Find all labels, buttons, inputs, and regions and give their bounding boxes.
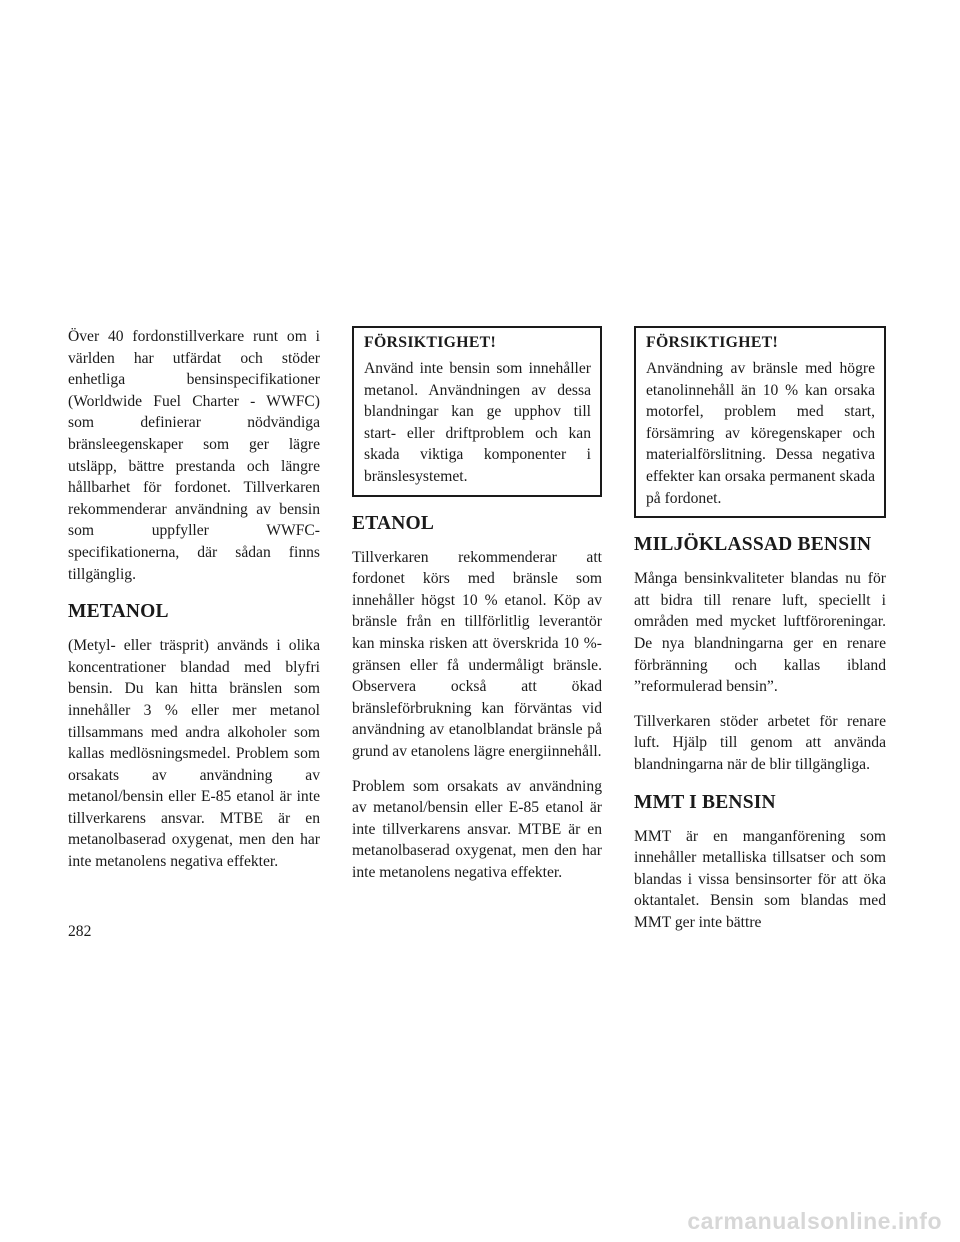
caution-box-etanol <box>634 326 886 518</box>
column-3 <box>634 326 886 946</box>
caution-text: Använd inte bensin som innehåller metanol. Användningen av dessa blandningar kan ge upphov till start- eller driftproblem och kan skada viktiga komponenter i bränslesystemet. <box>364 360 591 485</box>
caution-title: FÖRSIKTIGHET! <box>364 334 497 351</box>
caution-box-metanol <box>352 326 602 497</box>
miljoklassad-paragraph-2: Tillverkaren stöder arbetet för renare luft. Hjälp till genom att använda blandningarna när de blir tillgängliga. <box>634 712 886 773</box>
miljoklassad-heading: MILJÖKLASSAD BENSIN <box>634 534 872 556</box>
page-number: 282 <box>68 923 92 940</box>
etanol-paragraph-2: Problem som orsakats av användning av metanol/bensin eller E-85 etanol är inte tillverkarens ansvar. MTBE är en metanolbaserad oxygenat, men den har inte metanolens negativa effekter. <box>352 777 602 881</box>
etanol-heading: ETANOL <box>352 512 435 534</box>
column-1 <box>68 326 320 886</box>
mmt-heading: MMT I BENSIN <box>634 791 776 813</box>
metanol-paragraph: (Metyl- eller träsprit) används i olika koncentrationer blandad med blyfri bensin. Du kan hitta bränslen som innehåller 3 % eller mer metanol tillsammans med andra alkoholer som kallas medlösningsmedel. Problem som orsakats av användning av metanol/bensin eller E-85 etanol är inte tillverkarens ansvar. MTBE är en metanolbaserad oxygenat, men den har inte metanolens negativa effekter. <box>68 637 320 871</box>
intro-paragraph: Över 40 fordonstillverkare runt om i världen har utfärdat och stöder enhetliga bensinspecifikationer (Worldwide Fuel Charter - WWFC) som definierar nödvändiga bränsleegenskaper som ger lägre utsläpp, bättre prestanda och längre hållbarhet för fordonet. Tillverkaren rekommenderar användning av bensin som uppfyller WWFC-specifikationerna, där sådan finns tillgänglig. <box>68 328 320 583</box>
mmt-paragraph: MMT är en manganförening som innehåller metalliska tillsatser och som blandas i vissa bensinsorter för att öka oktantalet. Bensin som blandas med MMT ger inte bättre <box>634 827 886 931</box>
caution-title: FÖRSIKTIGHET! <box>646 334 779 351</box>
column-2 <box>352 326 602 896</box>
etanol-paragraph-1: Tillverkaren rekommenderar att fordonet körs med bränsle som innehåller högst 10 % etanol. Köp av bränsle från en tillförlitlig leverantör kan minska risken att överskrida 10 %-gränsen eller få undermåligt bränsle. Observera också att ökad bränsleförbrukning kan förväntas vid användning av etanolblandat bränsle på grund av etanolens lägre energiinnehåll. <box>352 548 602 760</box>
caution-text: Användning av bränsle med högre etanolinnehåll än 10 % kan orsaka motorfel, problem med start, försämring av köregenskaper och materialförslitning. Dessa negativa effekter kan orsaka permanent skada på fordonet. <box>646 360 875 507</box>
watermark-logo: carmanualsonline.info <box>687 1208 942 1234</box>
metanol-heading: METANOL <box>68 601 169 623</box>
miljoklassad-paragraph-1: Många bensinkvaliteter blandas nu för att bidra till renare luft, speciellt i områden med mycket luftföroreningar. De nya blandningarna ger en renare förbränning och kallas ibland ”reformulerad bensin”. <box>634 570 886 696</box>
